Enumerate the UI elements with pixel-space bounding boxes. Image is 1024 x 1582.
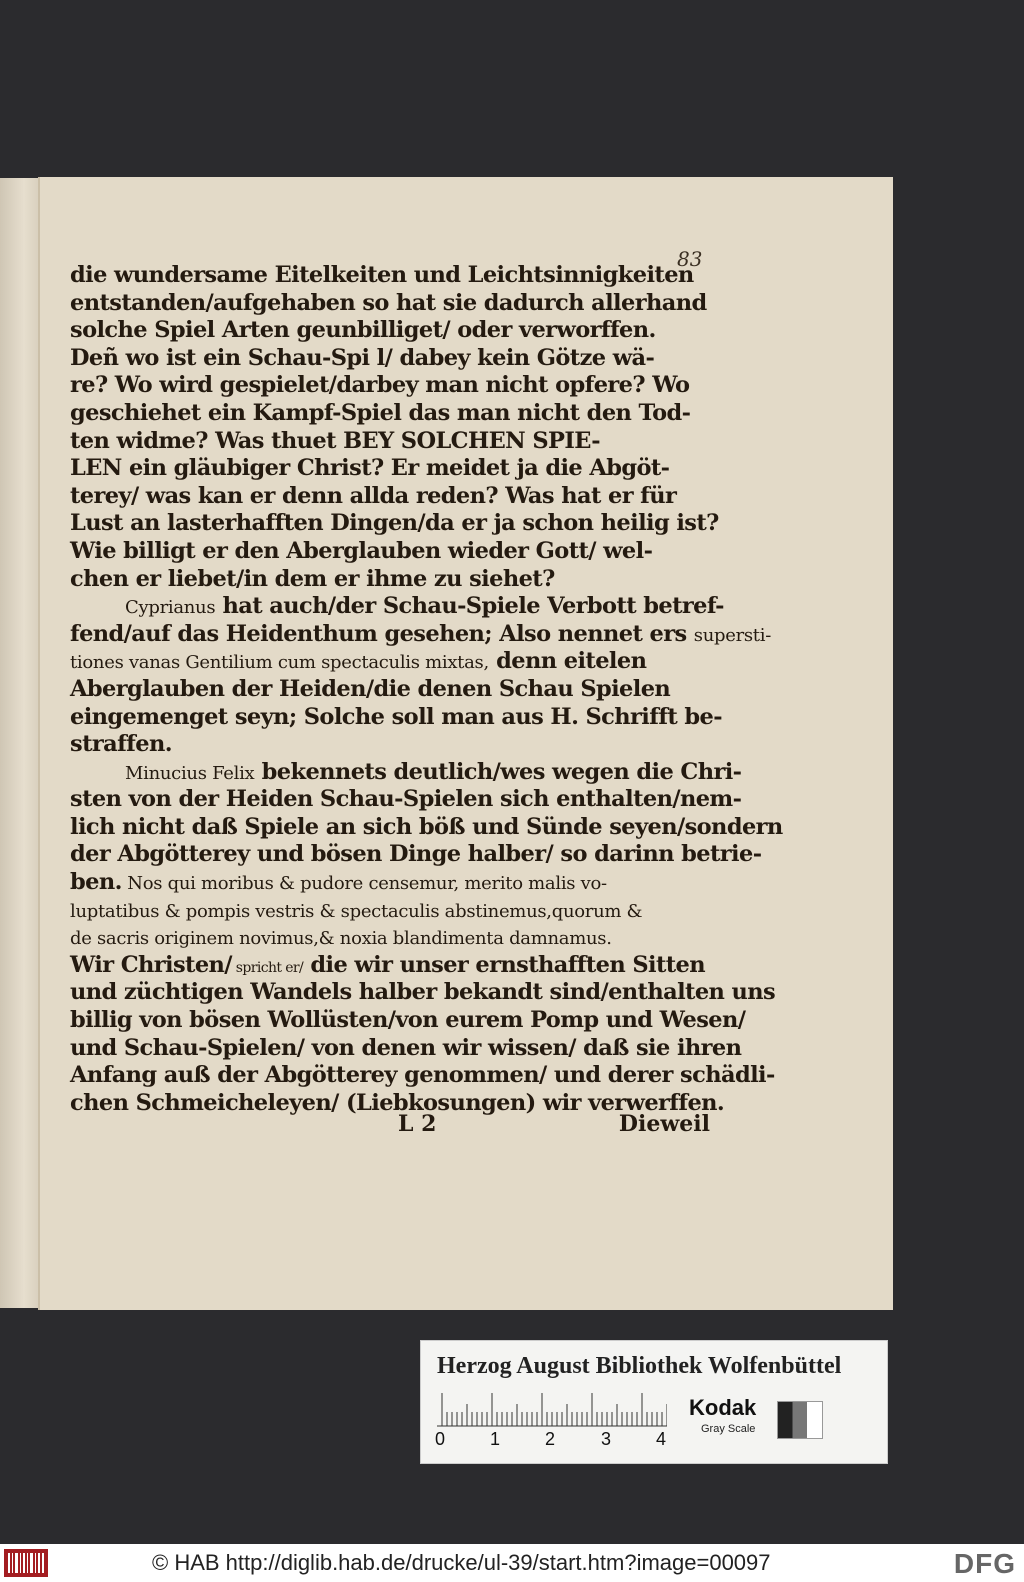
text-line: terey/ was kan er denn allda reden? Was hat er für <box>70 482 677 509</box>
latin-run: tiones vanas Gentilium cum spectaculis mixtas, <box>70 652 489 674</box>
text-line: Wie billigt er den Aberglauben wieder Gott/ wel- <box>70 537 653 564</box>
text-line: eingemenget seyn; Solche soll man aus H. Schrifft be- <box>70 703 723 730</box>
ruler-icon <box>437 1393 667 1427</box>
text-line: lich nicht daß Spiele an sich böß und Sünde seyen/sondern <box>70 813 783 840</box>
text-line: die wundersame Eitelkeiten und Leichtsinnigkeiten <box>70 262 694 288</box>
kodak-logo: Kodak <box>689 1395 757 1420</box>
ruler-number: 4 <box>656 1429 667 1449</box>
signature-mark: L 2 <box>398 1111 437 1137</box>
text-line: Lust an lasterhafften Dingen/da er ja schon heilig ist? <box>70 510 719 537</box>
text-line: solche Spiel Arten geunbilliget/ oder verworffen. <box>70 317 656 344</box>
text-line <box>70 952 710 980</box>
library-name: Herzog August Bibliothek Wolfenbüttel <box>437 1353 842 1379</box>
text-line: ten widme? Was thuet BEY SOLCHEN SPIE- <box>70 427 600 454</box>
page-text <box>70 262 783 1117</box>
ruler-number: 2 <box>545 1429 556 1449</box>
catchword: Dieweil <box>618 1111 710 1137</box>
small-run: spricht er/ <box>231 959 304 976</box>
book-edge <box>0 178 40 1308</box>
ruler-number: 0 <box>435 1429 446 1449</box>
text-line <box>70 620 771 649</box>
latin-run: de sacris originem novimus,& noxia blandimenta damnamus. <box>70 928 612 950</box>
text-run: Wir Christen/ <box>70 951 232 978</box>
dfg-logo: DFG <box>953 1548 1016 1579</box>
text-line: und Schau-Spielen/ von denen wir wissen/ daß sie ihren <box>70 1034 742 1061</box>
text-line: straffen. <box>70 731 172 758</box>
text-line: der Abgötterey und bösen Dinge halber/ so darinn betrie- <box>70 841 762 868</box>
text-line: entstanden/aufgehaben so hat sie dadurch allerhand <box>70 289 707 316</box>
text-run: fend/auf das Heidenthum gesehen; Also nennet ers <box>70 620 694 647</box>
text-line: und züchtigen Wandels halber bekandt sind/enthalten uns <box>70 979 776 1006</box>
latin-line <box>70 897 710 925</box>
color-calibration-card <box>420 1340 888 1464</box>
text-line: Deñ wo ist ein Schau-Spi l/ dabey kein Götze wä- <box>70 344 655 371</box>
paragraph-cyprianus-line <box>70 593 724 621</box>
page-number: 83 <box>677 247 703 271</box>
text-run: denn eitelen <box>488 648 647 675</box>
hab-logo-icon <box>4 1549 48 1577</box>
ruler-number: 3 <box>601 1429 612 1449</box>
gray-scale-label: Gray Scale <box>701 1423 756 1435</box>
text-run: ben. <box>70 869 122 896</box>
gray-scale-swatch <box>777 1401 823 1439</box>
latin-run: Nos qui moribus & pudore censemur, merito malis vo- <box>121 873 607 895</box>
text-line: chen Schmeicheleyen/ (Liebkosungen) wir verwerffen. <box>70 1089 725 1116</box>
text-run: bekennets deutlich/wes wegen die Chri- <box>254 758 742 785</box>
paragraph-minucius-line <box>70 758 742 787</box>
text-line: LEN ein gläubiger Christ? Er meidet ja die Abgöt- <box>70 455 670 482</box>
page-footer <box>70 1111 710 1139</box>
text-line: re? Wo wird gespielet/darbey man nicht opfere? Wo <box>70 372 690 399</box>
text-line <box>70 648 710 676</box>
author-name: Minucius Felix <box>125 762 255 784</box>
text-line: chen er liebet/in dem er ihme zu siehet? <box>70 565 555 592</box>
text-line: Aberglauben der Heiden/die denen Schau Spielen <box>70 675 671 702</box>
copyright-link[interactable]: © HAB http://diglib.hab.de/drucke/ul-39/start.htm?image=00097 <box>152 1550 771 1575</box>
ruler-number: 1 <box>490 1429 501 1449</box>
text-line: geschiehet ein Kampf-Spiel das man nicht den Tod- <box>70 399 691 426</box>
latin-line <box>70 924 710 952</box>
text-line <box>70 869 710 897</box>
text-run: die wir unser ernsthafften Sitten <box>303 951 706 978</box>
text-line: Anfang auß der Abgötterey genommen/ und derer schädli- <box>70 1062 775 1089</box>
latin-run: luptatibus & pompis vestris & spectaculis abstinemus,quorum & <box>70 900 643 922</box>
text-run: hat auch/der Schau-Spiele Verbott betref- <box>215 593 724 620</box>
author-name: Cyprianus <box>125 597 216 619</box>
text-line: billig von bösen Wollüsten/von eurem Pomp und Wesen/ <box>70 1007 746 1034</box>
text-line: sten von der Heiden Schau-Spielen sich enthalten/nem- <box>70 786 742 813</box>
viewer-footer <box>0 1544 1024 1582</box>
latin-run: supersti- <box>693 624 771 646</box>
